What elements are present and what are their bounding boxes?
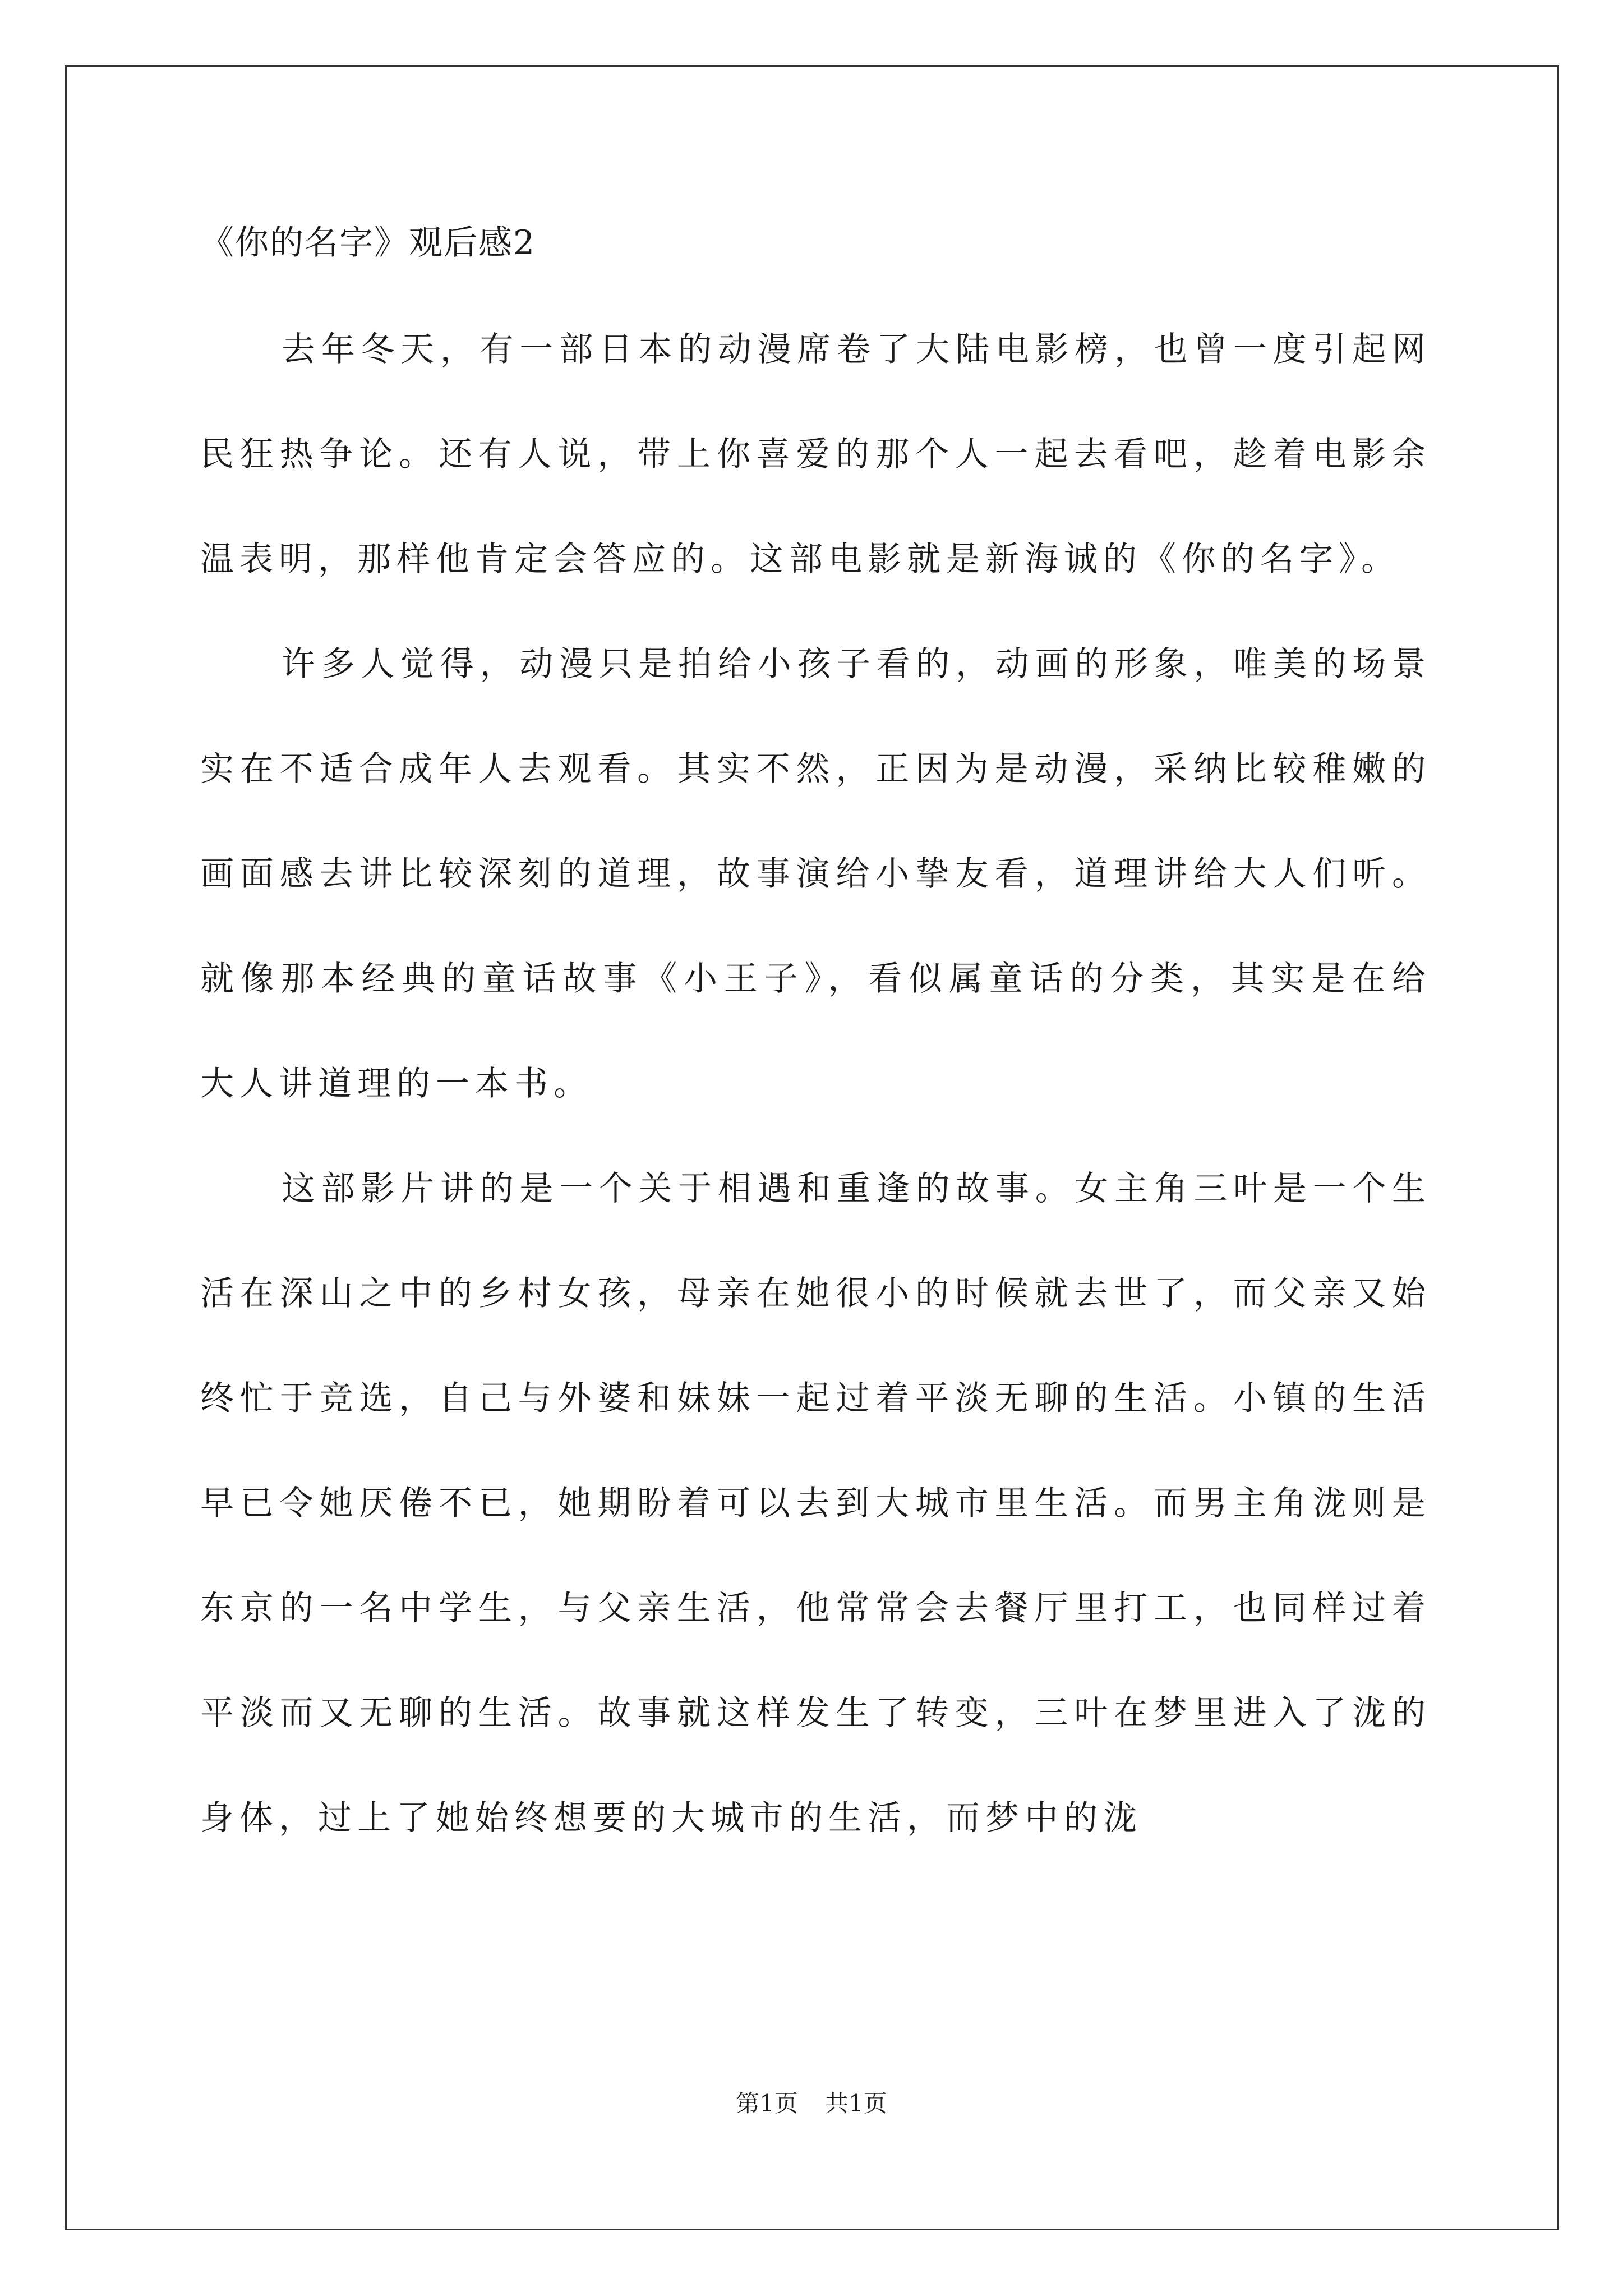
paragraph-2: 许多人觉得，动漫只是拍给小孩子看的，动画的形象，唯美的场景实在不适合成年人去观看。其实不然，正因为是动漫，采纳比较稚嫩的画面感去讲比较深刻的道理，故事演给小挚友看，道理讲给大人们听。就像那本经典的童话故事《小王子》，看似属童话的分类，其实是在给大人讲道理的一本书。 [200, 645, 1431, 1103]
paragraph-3: 这部影片讲的是一个关于相遇和重逢的故事。女主角三叶是一个生活在深山之中的乡村女孩，母亲在她很小的时候就去世了，而父亲又始终忙于竞选，自己与外婆和妹妹一起过着平淡无聊的生活。小镇的生活早已令她厌倦不已，她期盼着可以去到大城市里生活。而男主角泷则是东京的一名中学生，与父亲生活，他常常会去餐厅里打工，也同样过着平淡而又无聊的生活。故事就这样发生了转变，三叶在梦里进入了泷的身体，过上了她始终想要的大城市的生活，而梦中的泷 [200, 1169, 1431, 1838]
document-title: 《你的名字》观后感2 [200, 223, 536, 263]
page-footer [0, 2087, 1623, 2120]
document-body [200, 297, 1431, 1871]
page-number: 第1页 [736, 2090, 798, 2117]
page-total: 共1页 [825, 2090, 887, 2117]
paragraph-1: 去年冬天，有一部日本的动漫席卷了大陆电影榜，也曾一度引起网民狂热争论。还有人说，带上你喜爱的那个人一起去看吧，趁着电影余温表明，那样他肯定会答应的。这部电影就是新海诚的《你的名字》。 [200, 330, 1431, 579]
